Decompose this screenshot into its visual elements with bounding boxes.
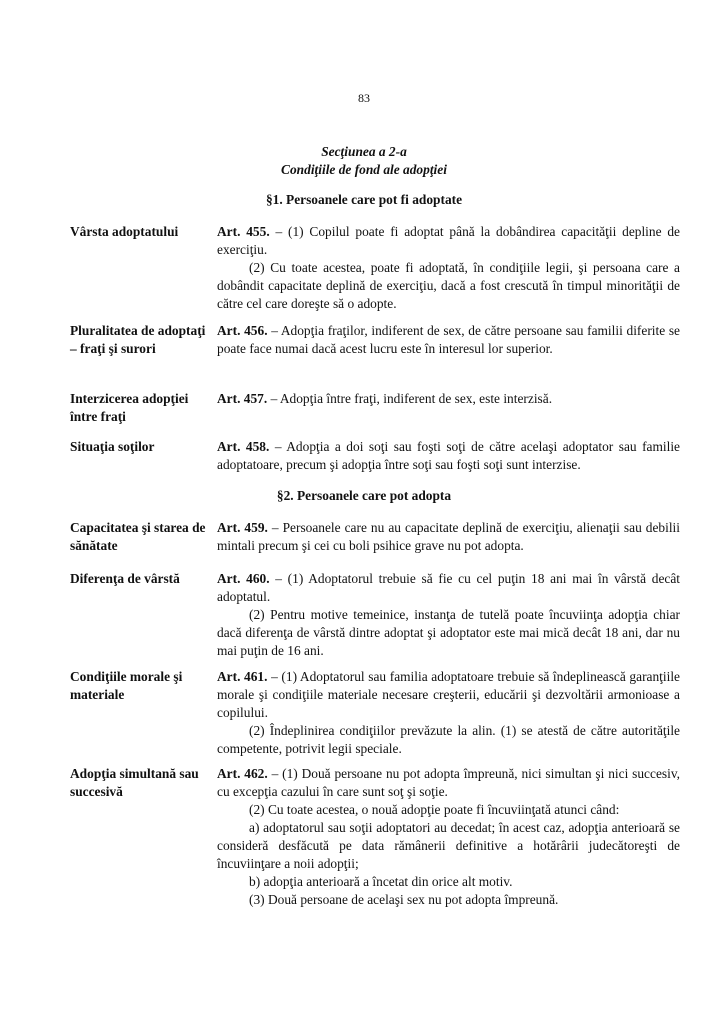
article-paragraph: (2) Cu toate acestea, poate fi adoptată, în condiţiile legii, şi persoana care a dobândit capacitate deplină de exerciţiu, dacă a fost crescută în timpul minorităţii de către cel care doreşte să o adopte. <box>217 260 680 311</box>
subsection-heading-2: §2. Persoanele care pot adopta <box>276 488 452 503</box>
article-body-459 <box>217 519 680 555</box>
article-number: Art. 460. <box>217 571 270 586</box>
article-body-458 <box>217 438 680 474</box>
side-label-455: Vârsta adoptatului <box>70 224 179 239</box>
side-label-458: Situaţia soţilor <box>70 439 155 454</box>
article-number: Art. 456. <box>217 323 268 338</box>
article-paragraph: (3) Două persoane de acelaşi sex nu pot adopta împreună. <box>249 892 559 907</box>
article-number: Art. 461. <box>217 669 268 684</box>
article-number: Art. 457. <box>217 391 268 406</box>
article-paragraph: (2) Cu toate acestea, o nouă adopţie poate fi încuviinţată atunci când: <box>249 802 620 817</box>
side-label-459: Capacitatea şi starea de sănătate <box>70 520 206 553</box>
article-paragraph <box>217 223 680 259</box>
section-title-line-1: Secţiunea a 2-a <box>321 144 407 159</box>
article-paragraph <box>217 570 680 606</box>
article-paragraph <box>217 438 680 474</box>
article-body-455 <box>217 223 680 313</box>
article-body-461 <box>217 668 680 758</box>
article-number: Art. 462. <box>217 766 268 781</box>
paragraph-text: – (1) Adoptatorul trebuie să fie cu cel puţin 18 ani mai în vârstă decât adoptatul. <box>217 571 680 604</box>
section-title-line-2: Condiţiile de fond ale adopţiei <box>281 162 447 177</box>
article-number: Art. 459. <box>217 520 268 535</box>
article-paragraph <box>217 519 680 555</box>
article-number: Art. 455. <box>217 224 270 239</box>
article-paragraph: b) adopţia anterioară a încetat din orice alt motiv. <box>249 874 513 889</box>
article-body-462 <box>217 765 680 909</box>
paragraph-text: – Adopţia a doi soţi sau foşti soţi de către acelaşi adoptator sau familie adoptatoare, precum şi adopţia între soţi sau foşti soţi sunt interzise. <box>217 439 680 472</box>
article-paragraph: (2) Pentru motive temeinice, instanţa de tutelă poate încuviinţa adopţia chiar dacă diferenţa de vârstă dintre adoptat şi adoptator este mai mică decât 18 ani, dar nu mai puţin de 16 ani. <box>217 607 680 658</box>
article-paragraph <box>217 668 680 722</box>
page-number: 83 <box>358 91 370 105</box>
article-body-460 <box>217 570 680 660</box>
side-label-460: Diferenţa de vârstă <box>70 571 180 586</box>
side-label-457: Interzicerea adopţiei între fraţi <box>70 391 189 424</box>
side-label-461: Condiţiile morale şi materiale <box>70 669 183 702</box>
paragraph-text: – (1) Copilul poate fi adoptat până la dobândirea capacităţii depline de exerciţiu. <box>217 224 680 257</box>
article-number: Art. 458. <box>217 439 270 454</box>
article-paragraph: (2) Îndeplinirea condiţiilor prevăzute la alin. (1) se atestă de către autorităţile competente, potrivit legii speciale. <box>217 723 680 756</box>
side-label-462: Adopţia simultană sau succesivă <box>70 766 199 799</box>
subsection-heading-1: §1. Persoanele care pot fi adoptate <box>265 192 463 207</box>
article-paragraph <box>217 390 680 408</box>
paragraph-text: – (1) Două persoane nu pot adopta împreună, nici simultan şi nici succesiv, cu excepţia cazului în care sunt soţ şi soţie. <box>217 766 680 799</box>
article-paragraph: a) adoptatorul sau soţii adoptatori au decedat; în acest caz, adopţia anterioară se consideră desfăcută pe data rămânerii definitive a hotărârii judecătoreşti de încuviinţare a noii adopţii; <box>217 820 680 871</box>
paragraph-text: – Persoanele care nu au capacitate deplină de exerciţiu, alienaţii sau debilii mintali precum şi cei cu boli psihice grave nu pot adopta. <box>217 520 680 553</box>
article-paragraph <box>217 322 680 358</box>
paragraph-text: – Adopţia între fraţi, indiferent de sex, este interzisă. <box>270 391 553 406</box>
section-title <box>0 143 728 179</box>
paragraph-text: – Adopţia fraţilor, indiferent de sex, de către persoane sau familii diferite se poate face numai dacă acest lucru este în interesul lor superior. <box>217 323 680 356</box>
side-label-456: Pluralitatea de adoptaţi – fraţi şi surori <box>70 323 206 356</box>
paragraph-text: – (1) Adoptatorul sau familia adoptatoare trebuie să îndeplinească garanţiile morale şi condiţiile materiale necesare creşterii, educării şi dezvoltării armonioase a copilului. <box>217 669 680 720</box>
article-body-456 <box>217 322 680 358</box>
article-body-457 <box>217 390 680 408</box>
article-paragraph <box>217 765 680 801</box>
